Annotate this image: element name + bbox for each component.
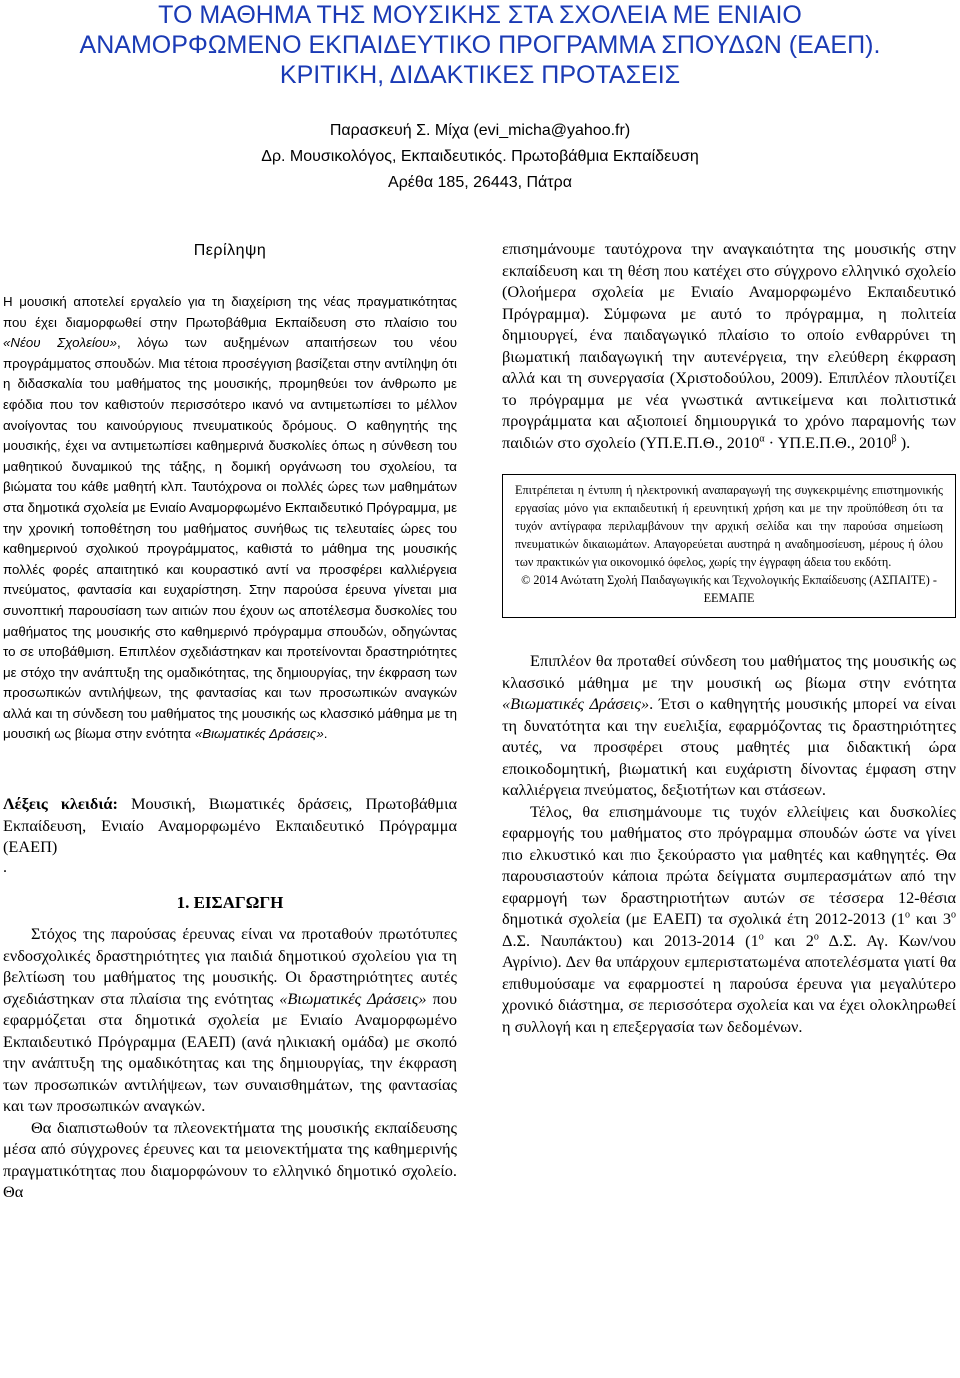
right-p3d: και 2 (763, 930, 814, 950)
intro-paragraph-1 (3, 923, 457, 1117)
right-p2-italic: «Βιωματικές Δράσεις» (502, 694, 650, 713)
title-line-2: ΑΝΑΜΟΡΦΩΜΕΝΟ ΕΚΠΑΙΔΕΥΤΙΚΟ ΠΡΟΓΡΑΜΜΑ ΣΠΟΥΔΩΝ (ΕΑΕΠ). (79, 31, 881, 59)
abstract-p2-italic: «Βιωματικές Δράσεις» (194, 726, 324, 742)
author-name: Παρασκευή Σ. Μίχα (evi_micha@yahoo.fr) (329, 122, 631, 139)
keywords-dot: . (3, 858, 7, 876)
right-p3b: και 3 (909, 909, 951, 928)
intro-p1: Στόχος της παρούσας έρευνας είναι να προταθούν πρωτότυπες ενδοσχολικές δραστηριότητες για παιδιά δημοτικού σχολείου για τη βελτίωση του μαθήματος της μουσικής. Οι δραστηριότητες αυτές σχεδιάστηκαν στα πλαίσια της ενότητας (3, 924, 457, 1008)
notice-text: Επιτρέπεται η έντυπη ή ηλεκτρονική αναπαραγωγή της συγκεκριμένης επιστημονικής εργασίας μόνο για εκπαιδευτική ή ερευνητική χρήση και με την προϋπόθεση ότι τα τυχόν αντίγραφα περιλαμβάνουν την αρχική σελίδα και την παρούσα σημείωση πνευματικών δικαιωμάτων. Απαγορεύεται αυστηρά η αναδημοσίευση, μέρους ή όλου των πρακτικών για οικονομικό όφελος, χωρίς την έγγραφη άδεια του εκδότη. (515, 483, 943, 569)
title-line-1: ΤΟ ΜΑΘΗΜΑ ΤΗΣ ΜΟΥΣΙΚΗΣ ΣΤΑ ΣΧΟΛΕΙΑ ΜΕ ΕΝΙΑΙΟ (158, 1, 802, 29)
section-heading-introduction: 1. ΕΙΣΑΓΩΓΗ (176, 892, 284, 912)
left-column (3, 238, 457, 1203)
author-block (0, 118, 960, 196)
right-p1-mid: · ΥΠ.Ε.Π.Θ., 2010 (764, 432, 892, 452)
right-p3-sup3: ο (758, 931, 764, 943)
abstract-p1: Η μουσική αποτελεί εργαλείο για τη διαχείριση της νέας πραγματικότητας που έχει διαμορφωθεί στην Πρωτοβάθμια Εκπαίδευση στο πλαίσιο του (3, 294, 457, 330)
right-p2: Επιπλέον θα προταθεί σύνδεση του μαθήματος της μουσικής ως κλασσικό μάθημα με την μουσική ως βίωμα στην ενότητα (502, 651, 956, 692)
author-role: Δρ. Μουσικολόγος, Εκπαιδευτικός. Πρωτοβάθμια Εκπαίδευση (261, 148, 699, 165)
abstract-p1-tail: , λόγω των αυξημένων απαιτήσεων του νέου προγράμματος σπουδών. Μια τέτοια προσέγγιση βασίζεται στην αντίληψη ότι η διδασκαλία του μαθήματος της μουσικής, προμηθεύει τον άνθρωπο με εφόδια που τον καθιστούν περισσότερο ικανό να αντιμετωπίσει το μέλλον ανοίγοντας του καινούργιους πνευματικούς δρόμους. (3, 335, 457, 433)
right-column (502, 238, 956, 1037)
right-p3c: Δ.Σ. Ναυπάκτου) και 2013-2014 (1 (502, 930, 759, 950)
author-address: Αρέθα 185, 26443, Πάτρα (388, 174, 572, 191)
abstract-text (3, 292, 457, 745)
right-p3-sup4: ο (813, 931, 819, 943)
right-paragraph-1 (502, 238, 956, 453)
right-p1-sup-b: β (891, 433, 897, 445)
copyright-line: © 2014 Ανώτατη Σχολή Παιδαγωγικής και Τεχνολογικής Εκπαίδευσης (ΑΣΠΑΙΤΕ) - ΕΕΜΑΠΕ (521, 573, 937, 605)
abstract-heading: Περίληψη (193, 242, 267, 259)
right-p1: επισημάνουμε ταυτόχρονα την αναγκαιότητα της μουσικής στην εκπαίδευση και τη θέση που κατέχει στο σύγχρονο ελληνικό σχολείο (Ολοήμερα σχολεία με Ενιαίο Αναμορφωμένο Εκπαιδευτικό Πρόγραμμα). Σύμφωνα με αυτό το πρόγραμμα, η πολιτεία δημιουργεί, ένα παιδαγωγικό πλαίσιο το οποίο ενθαρρύνει τη βιωματική παιδαγωγική την αυτενέργεια, την ελεύθερη έκφραση αλλά και τη συνεργασία (Χριστοδούλου, 2009). Επιπλέον πλουτίζει το πρόγραμμα με νέα γνωστικά αντικείμενα και πολιτιστικά προγράμματα και αξιοποιεί δημιουργικά το χρόνο παραμονής των παιδιών στο σχολείο (ΥΠ.Ε.Π.Θ., 2010 (502, 239, 956, 452)
right-paragraph-3 (502, 801, 956, 1038)
keywords (3, 793, 457, 858)
right-p3-sup2: ο (951, 909, 956, 921)
paper-title (0, 0, 960, 90)
right-paragraph-2 (502, 650, 956, 801)
right-p1-sup-a: α (759, 433, 765, 445)
abstract-p1-italic: «Νέου Σχολείου» (3, 335, 117, 351)
right-p3e: Δ.Σ. Αγ. Κων/νου Αγρίνιο). Δεν θα υπάρχουν εμπεριστατωμένα αποτελέσματα γιατί θα επιθυμούσαμε να εφαρμοστεί η παρούσα έρευνα για μεγαλύτερο χρονικό διάστημα, σε περισσότερα σχολεία και να έχει ολοκληρωθεί η συλλογή και η επεξεργασία των δεδομένων. (502, 930, 956, 1036)
intro-paragraph-2: Θα διαπιστωθούν τα πλεονεκτήματα της μουσικής εκπαίδευσης μέσα από σύγχρονες έρευνες και τα μειονεκτήματα της καθημερινής πραγματικότητας που διαμορφώνουν το ελληνικό δημοτικό σχολείο. Θα (3, 1117, 457, 1202)
title-line-3: ΚΡΙΤΙΚΗ, ΔΙΔΑΚΤΙΚΕΣ ΠΡΟΤΑΣΕΙΣ (279, 61, 681, 89)
right-p3a: Τέλος, θα επισημάνουμε τις τυχόν ελλείψεις και δυσκολίες εφαρμογής του μαθήματος στο πρόγραμμα σπουδών ώστε να γίνει πιο ελκυστικό και πιο ξεκούραστο για μαθητές και καθηγητές. Θα παρουσιαστούν κάποια πρώτα δείγματα συμπερασμάτων από την εφαρμογή των δραστηριοτήτων αυτών σε τέσσερα 12-θέσια δημοτικά σχολεία (με ΕΑΕΠ) τα σχολικά έτη 2012-2013 (1 (502, 801, 956, 928)
abstract-p2-tail: . (323, 726, 328, 742)
right-p1-end: ). (896, 432, 911, 452)
copyright-notice-box (502, 474, 956, 618)
intro-p1-italic: «Βιωματικές Δράσεις» (279, 988, 427, 1008)
right-p2-tail: . Έτσι ο καθηγητής μουσικής μπορεί να είναι τη δυνατότητα και την ευελιξία, εφαρμόζοντας τις δραστηριότητες αυτές, να προσφέρει στους μαθητές μια διδακτική ώρα εποικοδομητική, βιωματική και ευχάριστη δίνοντας έμφαση στην καλλιέργεια πνεύματος, δεξιοτήτων και στάσεων. (502, 694, 957, 799)
right-p3-sup1: ο (904, 909, 910, 921)
keywords-text: Μουσική, Βιωματικές δράσεις, Πρωτοβάθμια Εκπαίδευση, Ενιαίο Αναμορφωμένο Εκπαιδευτικό Πρόγραμμα (ΕΑΕΠ) (3, 794, 457, 857)
keywords-label: Λέξεις κλειδιά: (3, 794, 118, 814)
abstract-p2: Ο καθηγητής της μουσικής, έχει να αντιμετωπίσει καθημερινά δυσκολίες όπως η σύνθεση του μαθητικού δυναμικού της τάξης, η δομική οργάνωση του σχολείου, τα βιώματα του κάθε μαθητή κλπ. Ταυτόχρονα οι πολλές ώρες των μαθημάτων στα δημοτικά σχολεία με Ενιαίο Αναμορφωμένο Εκπαιδευτικό Πρόγραμμα, με την χρονική τοποθέτηση του μαθήματος συνήθως τις τελευταίες ώρες του καθημερινού σχολικού προγράμματος, καθιστά το μάθημα της μουσικής πολλές φορές απαιτητικό και κουραστικό αντί να προσφέρει καλλιέργεια πνεύματος, φαντασία και ευχαρίστηση. Στην παρούσα έρευνα γίνεται μια συνοπτική παρουσίαση των αιτιών που έχουν ως αποτέλεσμα δυσκολίες του μαθήματος της μουσικής στο καθημερινό πρόγραμμα σπουδών, οδηγώντας το σε υποβάθμιση. Επιπλέον σχεδιάστηκαν και προτείνονται δραστηριότητες με στόχο την ανάπτυξη της ομαδικότητας, της δημιουργίας, την έκφραση των προσωπικών αντιλήψεων, της φαντασίας και των προσωπικών αναγκών αλλά και τη σύνδεση του μαθήματος της μουσικής ως κλασσικό μάθημα με τη μουσική ως βίωμα στην ενότητα (3, 417, 457, 742)
intro-p1-tail: που εφαρμόζεται στα δημοτικά σχολεία με Ενιαίο Αναμορφωμένο Εκπαιδευτικό Πρόγραμμα (ΕΑΕΠ) (ανά ηλικιακή ομάδα) με σκοπό την ανάπτυξη της ομαδικότητας και της δημιουργίας, την έκφραση των προσωπικών αντιλήψεων, των συναισθημάτων, της φαντασίας και των προσωπικών αναγκών. (3, 988, 458, 1116)
